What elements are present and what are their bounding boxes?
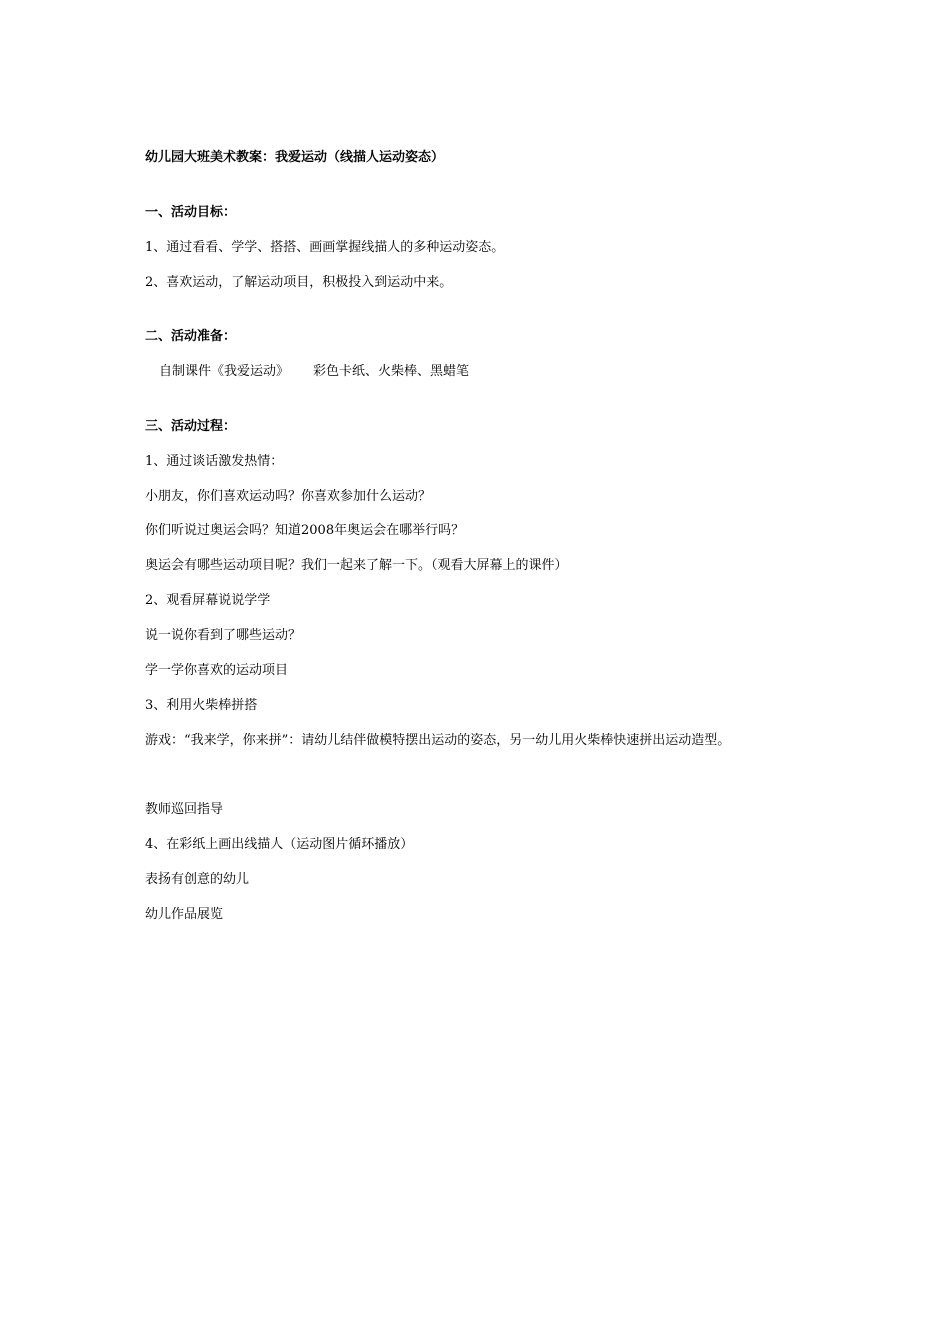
materials-courseware: 自制课件《我爱运动》 — [159, 364, 290, 379]
process-line: 学一学你喜欢的运动项目 — [145, 663, 289, 678]
preparation-materials — [159, 363, 469, 381]
goal-item: 2、喜欢运动，了解运动项目，积极投入到运动中来。 — [145, 275, 453, 290]
process-line: 3、利用火柴棒拼搭 — [145, 698, 258, 713]
section-heading-preparation-text: 二、活动准备： — [145, 329, 237, 344]
process-line: 教师巡回指导 — [145, 802, 224, 817]
materials-supplies: 彩色卡纸、火柴棒、黑蜡笔 — [313, 364, 470, 379]
goal-item: 1、通过看看、学学、搭搭、画画掌握线描人的多种运动姿态。 — [145, 240, 505, 255]
process-line: 小朋友，你们喜欢运动吗？你喜欢参加什么运动？ — [145, 489, 432, 504]
process-line: 4、在彩纸上画出线描人（运动图片循环播放） — [145, 837, 414, 852]
process-line: 说一说你看到了哪些运动？ — [145, 628, 302, 643]
process-line: 奥运会有哪些运动项目呢？我们一起来了解一下。（观看大屏幕上的课件） — [145, 558, 568, 573]
section-heading-goals: 一、活动目标： — [145, 205, 237, 220]
process-line: 表扬有创意的幼儿 — [145, 872, 250, 887]
process-line: 游戏：“我来学，你来拼”：请幼儿结伴做模特摆出运动的姿态，另一幼儿用火柴棒快速拼出运动造型。 — [145, 733, 731, 748]
document-title: 幼儿园大班美术教案：我爱运动（线描人运动姿态） — [145, 150, 445, 165]
section-heading-process: 三、活动过程： — [145, 419, 237, 434]
process-line: 1、通过谈话激发热情： — [145, 454, 284, 469]
process-line: 幼儿作品展览 — [145, 907, 224, 922]
section-heading-preparation — [145, 328, 236, 346]
process-line: 2、观看屏幕说说学学 — [145, 593, 271, 608]
process-line: 你们听说过奥运会吗？知道2008年奥运会在哪举行吗？ — [145, 523, 465, 538]
